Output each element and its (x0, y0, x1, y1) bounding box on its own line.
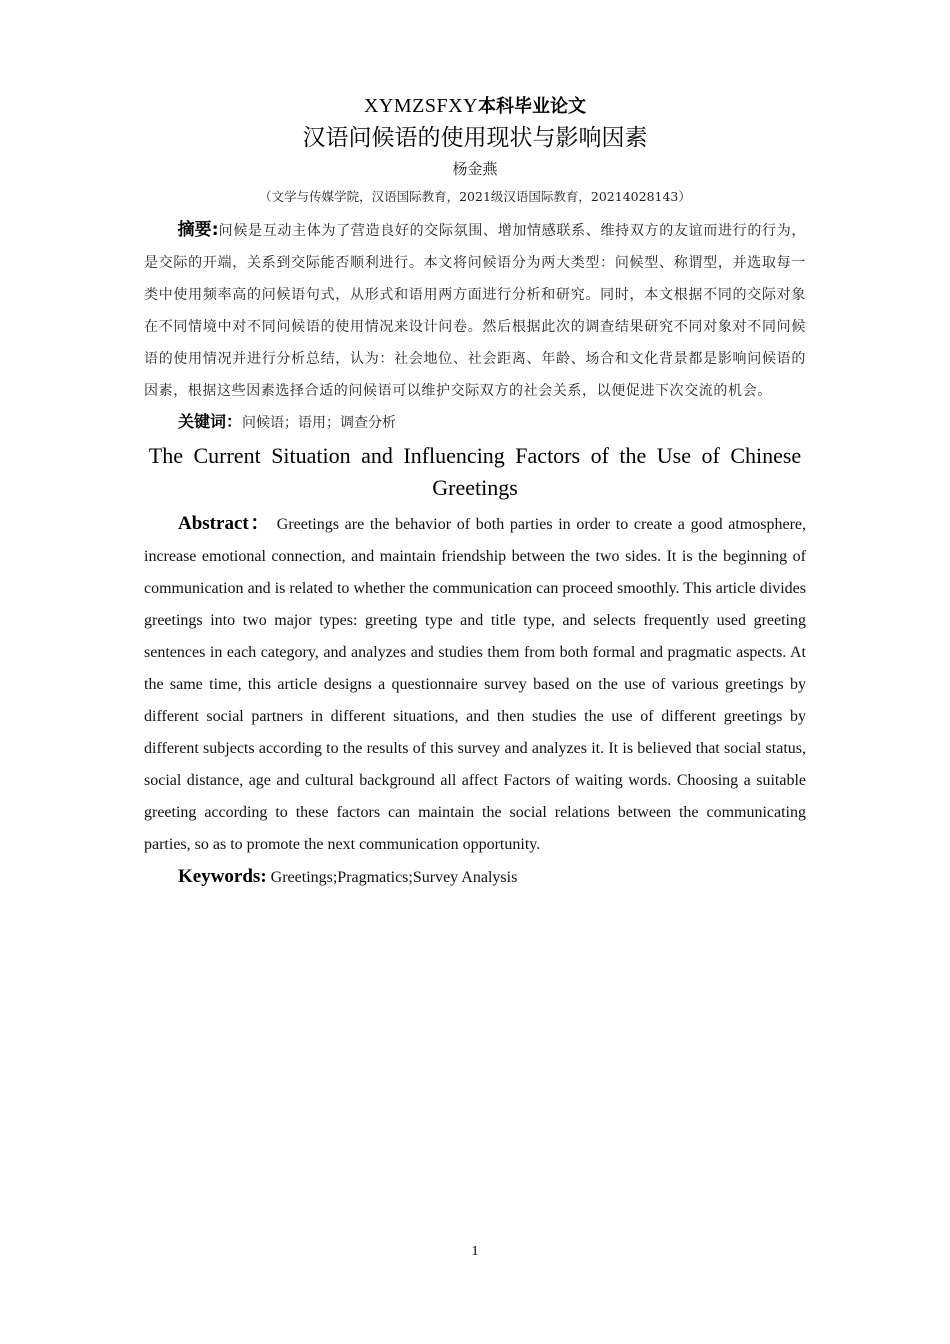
english-abstract-heading: Abstract： (178, 513, 272, 534)
english-keywords-text: Greetings;Pragmatics;Survey Analysis (270, 869, 518, 886)
english-abstract-text: Greetings are the behavior of both parties in order to create a good atmosphere, increase emotional connection, and maintain friendship between the two sides. It is the beginning of communication and is related to whether the communication can proceed smoothly. This article divides greetings into two major types: greeting type and title type, and selects frequently used greeting sentences in each category, and analyzes and studies them from both formal and pragmatic aspects. At the same time, this article designs a questionnaire survey based on the use of various greetings by different social partners in different situations, and then studies the use of different greetings by different subjects according to the results of this survey and analyzes it. It is believed that social status, social distance, age and cultural background all affect Factors of waiting words. Choosing a suitable greeting according to these factors can maintain the social relations between the communicating parties, so as to promote the next communication opportunity. (144, 516, 807, 853)
school-code: XYMZSFXY (363, 95, 479, 117)
chinese-keywords-heading: 关键词： (178, 412, 243, 431)
page-number: 1 (471, 1244, 479, 1259)
english-title: The Current Situation and Influencing Factors of the Use of Chinese Greetings (148, 443, 802, 500)
chinese-keywords (144, 407, 806, 438)
english-abstract (144, 508, 806, 861)
chinese-keywords-text: 问候语；语用；调查分析 (242, 415, 397, 431)
paper-page (144, 88, 806, 894)
chinese-title: 汉语问候语的使用现状与影响因素 (302, 125, 648, 151)
thesis-header (144, 88, 806, 122)
author-affiliation: （文学与传媒学院，汉语国际教育，2021级汉语国际教育，20214028143） (259, 189, 691, 204)
english-keywords-heading: Keywords: (178, 866, 267, 887)
author-name: 杨金燕 (452, 160, 498, 178)
chinese-abstract-text: 问候是互动主体为了营造良好的交际氛围、增加情感联系、维持双方的友谊而进行的行为，是交际的开端，关系到交际能否顺利进行。本文将问候语分为两大类型：问候型、称谓型，并选取每一类中使用频率高的问候语句式，从形式和语用两方面进行分析和研究。同时，本文根据不同的交际对象在不同情境中对不同问候语的使用情况来设计问卷。然后根据此次的调查结果研究不同对象对不同问候语的使用情况并进行分析总结，认为：社会地位、社会距离、年龄、场合和文化背景都是影响问候语的因素，根据这些因素选择合适的问候语可以维护交际双方的社会关系，以便促进下次交流的机会。 (144, 223, 806, 399)
chinese-abstract-heading: 摘要: (177, 220, 219, 240)
english-keywords (144, 861, 806, 894)
thesis-type-label: 本科毕业论文 (478, 96, 587, 117)
chinese-abstract (144, 214, 806, 407)
